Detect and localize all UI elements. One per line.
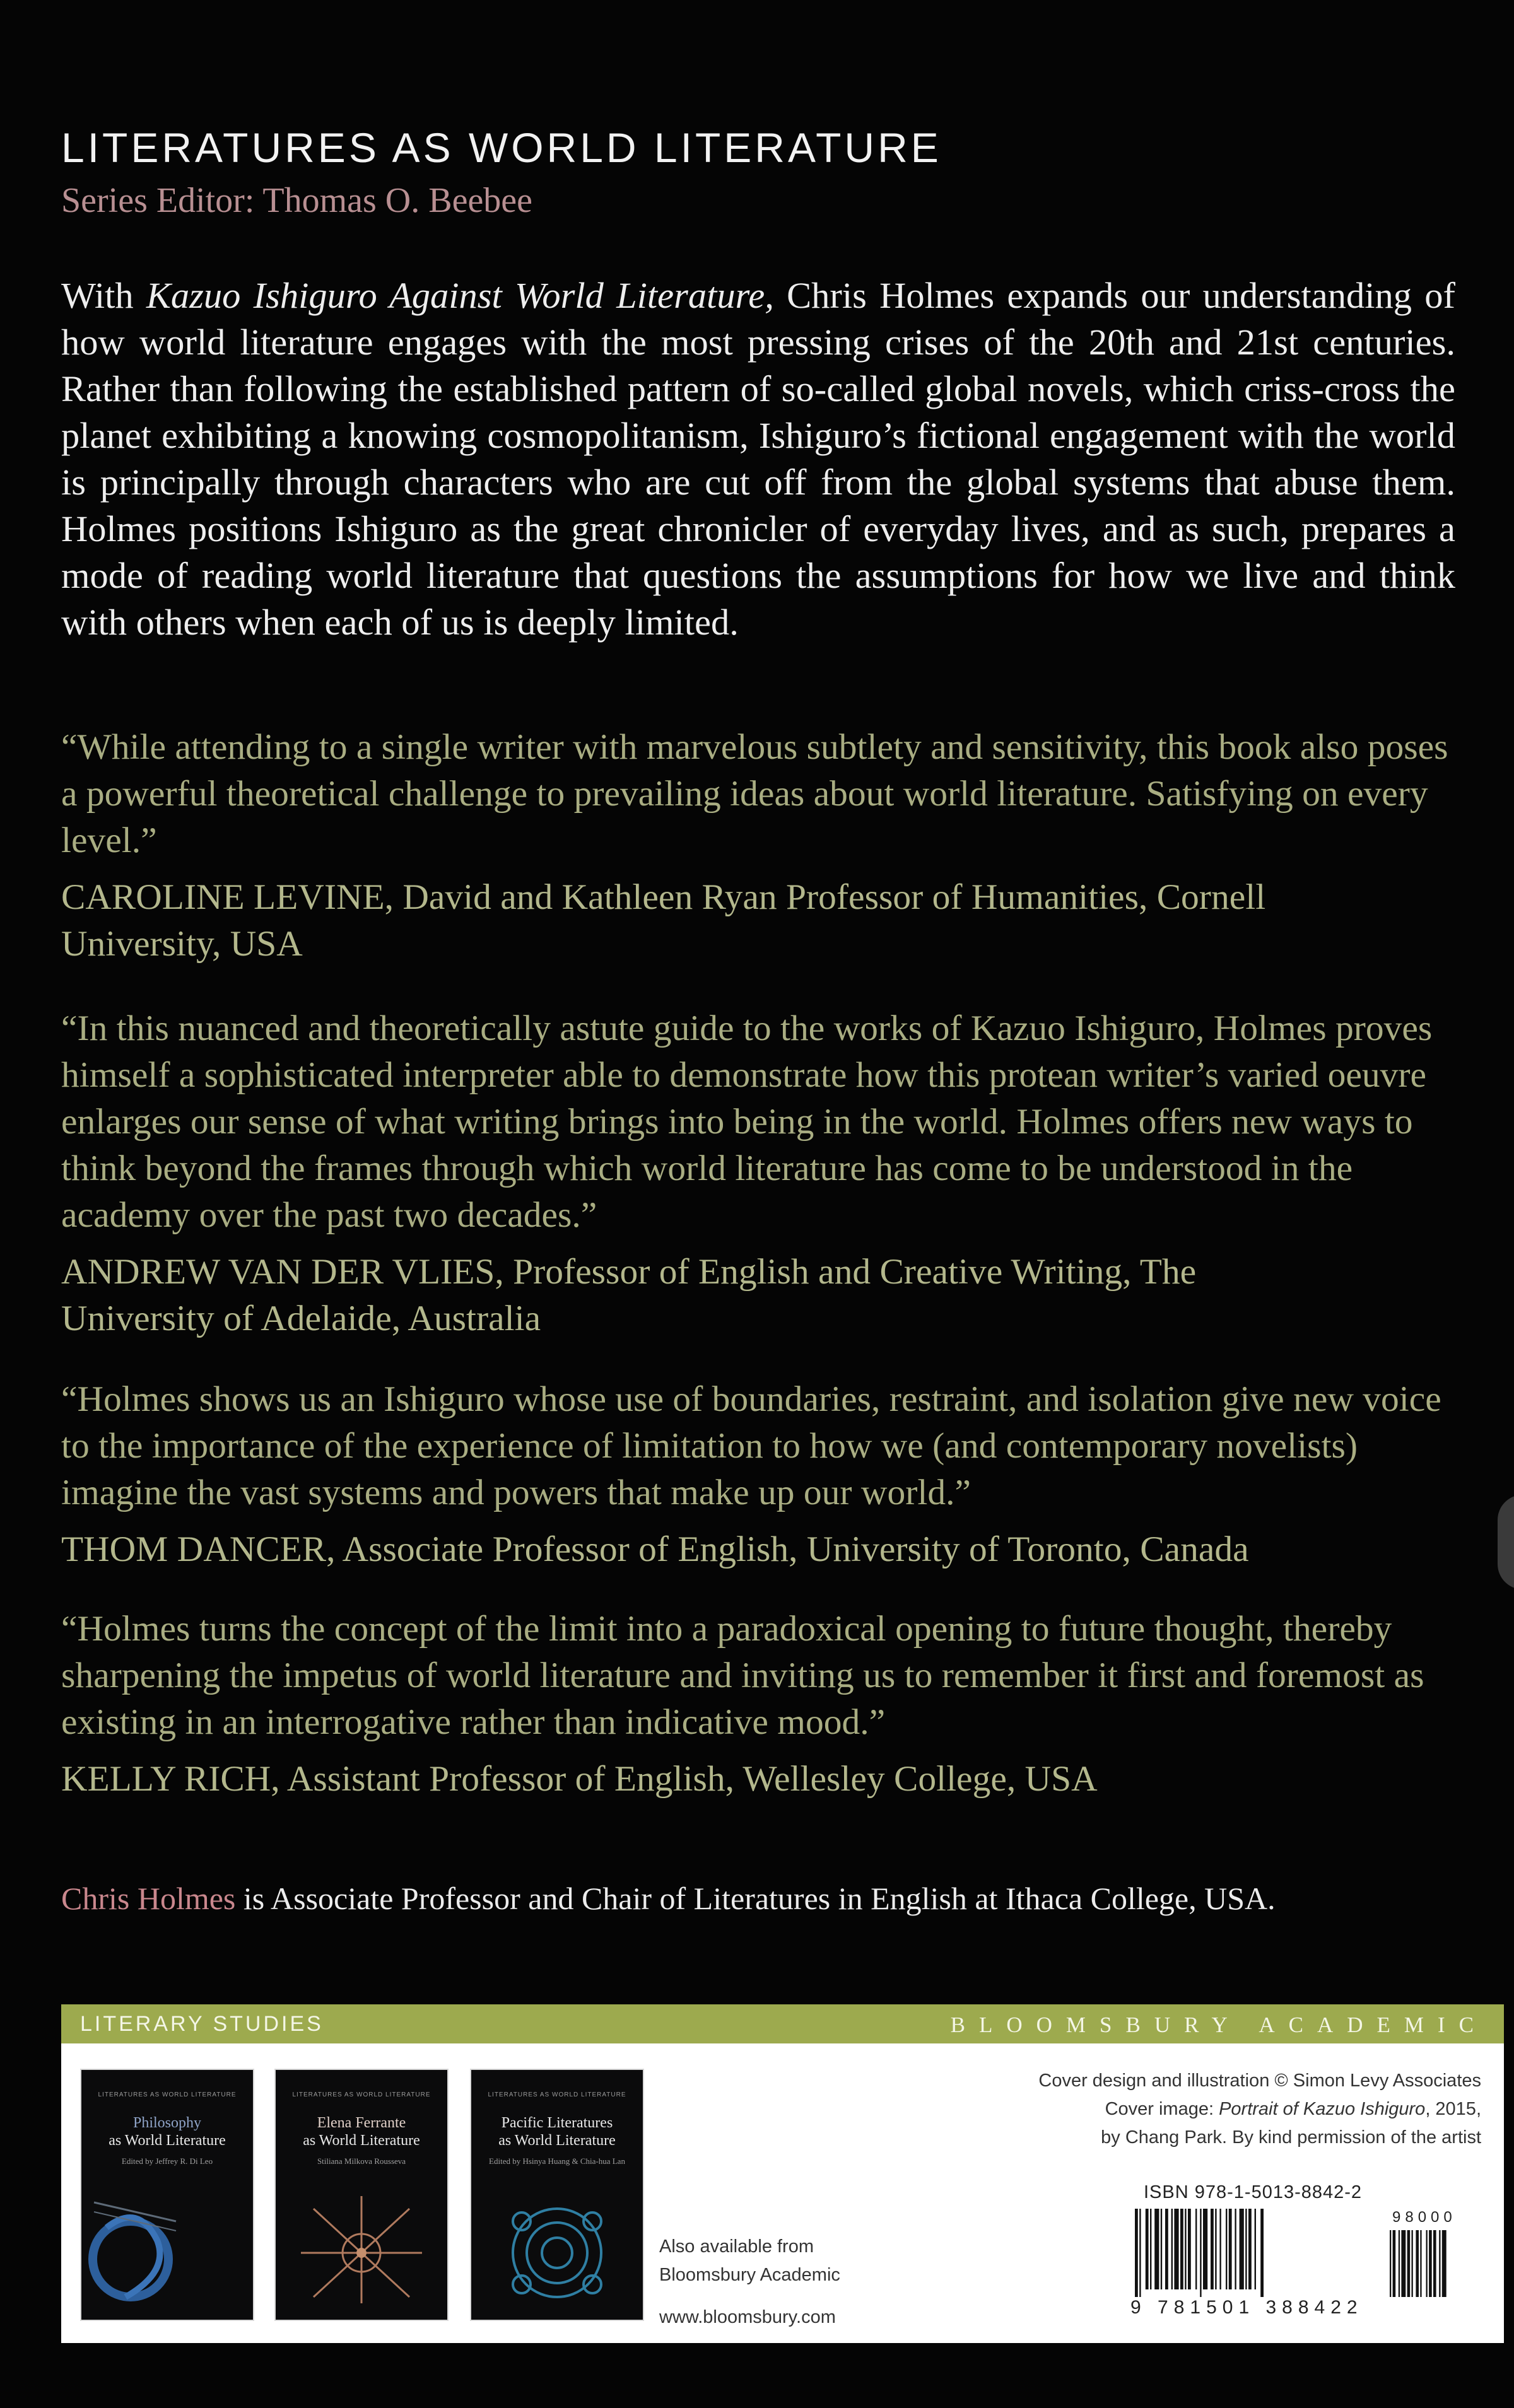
endorsement-quote: “Holmes turns the concept of the limit into a paradoxical opening to future thought, thereby sharpening the impetus of world literature and inviting us to remember it first and foremost as existing in an interrogative rather than indicative mood.”: [61, 1609, 1424, 1742]
blurb-intro: With: [61, 275, 146, 316]
footer-panel: [61, 2043, 1504, 2343]
book-cover-art: [276, 2070, 447, 2320]
related-book-ferrante: [276, 2070, 447, 2320]
endorsement-attribution: ANDREW VAN DER VLIES, Professor of English and Creative Writing, The University of Adelaide, Australia: [61, 1252, 1197, 1338]
book-editors: Stiliana Milkova Rousseva: [317, 2156, 406, 2166]
barcode-bar: [1203, 2209, 1207, 2289]
barcode-addon-digits: 98000: [1392, 2209, 1457, 2226]
endorsement-2: [61, 1005, 1455, 1342]
barcode-bar: [1139, 2209, 1141, 2297]
book-cover-art: [471, 2070, 643, 2320]
barcode-addon-bar: [1393, 2230, 1396, 2297]
barcode-addon-bar: [1399, 2230, 1400, 2297]
publisher-url[interactable]: www.bloomsbury.com: [659, 2307, 836, 2327]
barcode-bar: [1195, 2209, 1197, 2289]
cover-credits: [1038, 2067, 1481, 2152]
image-credit-title: Portrait of Kazuo Ishiguro: [1219, 2099, 1426, 2119]
barcode-bar: [1200, 2209, 1201, 2297]
book-editors: Edited by Hsinya Huang & Chia-hua Lan: [489, 2156, 625, 2166]
book-title-line2: as World Literature: [303, 2132, 420, 2149]
related-book-philosophy: [81, 2070, 253, 2320]
series-editor: Series Editor: Thomas O. Beebee: [61, 181, 533, 220]
barcode-bar: [1180, 2209, 1183, 2289]
related-book-pacific: [471, 2070, 643, 2320]
book-title-line1: Philosophy: [132, 2115, 202, 2131]
barcode-bar: [1188, 2209, 1191, 2289]
barcode-digits: 9 781501 388422: [1130, 2297, 1363, 2318]
author-name: Chris Holmes: [61, 1881, 236, 1916]
permission-credit: by Chang Park. By kind permission of the artist: [1101, 2127, 1481, 2148]
barcode-bar: [1154, 2209, 1159, 2289]
barcode-addon-bar: [1433, 2230, 1436, 2297]
book-title-line2: as World Literature: [498, 2132, 616, 2149]
book-cover-art: [81, 2070, 253, 2320]
barcode-bar: [1174, 2209, 1178, 2289]
barcode-addon-bar: [1390, 2230, 1391, 2297]
barcode-bar: [1185, 2209, 1186, 2289]
barcode-bar: [1135, 2209, 1138, 2297]
endorsement-1: [61, 724, 1455, 967]
book-editors: Edited by Jeffrey R. Di Leo: [121, 2156, 213, 2166]
barcode-bar: [1150, 2209, 1151, 2289]
endorsement-attribution: THOM DANCER, Associate Professor of English, University of Toronto, Canada: [61, 1529, 1249, 1569]
category-label: LITERARY STUDIES: [80, 2012, 324, 2036]
image-credit-suffix: , 2015,: [1425, 2099, 1481, 2119]
endorsement-attribution: KELLY RICH, Assistant Professor of English, Wellesley College, USA: [61, 1759, 1098, 1799]
barcode-icon: [1131, 2209, 1484, 2297]
barcode-bar: [1146, 2209, 1149, 2289]
book-title: Kazuo Ishiguro Against World Literature,: [146, 275, 774, 316]
barcode-addon-bar: [1442, 2230, 1447, 2297]
endorsement-attribution: CAROLINE LEVINE, David and Kathleen Ryan Professor of Humanities, Cornell University, USA: [61, 877, 1266, 964]
endorsement-quote: “Holmes shows us an Ishiguro whose use of boundaries, restraint, and isolation give new voice to the importance of the experience of limitation to how we (and contemporary novelists) imagine the vast systems and powers that make up our world.”: [61, 1379, 1441, 1512]
barcode-bar: [1226, 2209, 1227, 2289]
book-series: LITERATURES AS WORLD LITERATURE: [98, 2091, 237, 2098]
book-title-line2: as World Literature: [109, 2132, 226, 2149]
book-description: [61, 272, 1455, 646]
barcode-addon-bar: [1426, 2230, 1428, 2297]
design-credit: Cover design and illustration © Simon Levy Associates: [1038, 2071, 1481, 2091]
barcode-addon-bar: [1416, 2230, 1419, 2297]
endorsement-quote: “In this nuanced and theoretically astute guide to the works of Kazuo Ishiguro, Holmes proves himself a sophisticated interpreter able to demonstrate how this protean writer’s varied oeuvre enlarges our sense of what writing brings into being in the world. Holmes offers new ways to think beyond the frames through which world literature has come to be understood in the academy over the past two decades.”: [61, 1008, 1433, 1235]
barcode-bar: [1171, 2209, 1173, 2289]
image-credit-prefix: Cover image:: [1105, 2099, 1219, 2119]
barcode-bar: [1235, 2209, 1236, 2289]
blurb-text: Chris Holmes expands our understanding of how world literature engages with the most pressing crises of the 20th and 21st centuries. Rather than following the established pattern of so-called global novels, which criss-cross the planet exhibiting a knowing cosmopolitanism, Ishiguro’s fictional engagement with the world is principally through characters who are cut off from the global systems that abuse them. Holmes positions Ishiguro as the great chronicler of everyday lives, and as such, prepares a mode of reading world literature that questions the assumptions for how we live and think with others when each of us is deeply limited.: [61, 275, 1455, 643]
author-bio: [61, 1876, 1481, 1920]
endorsement-4: [61, 1606, 1455, 1803]
book-series: LITERATURES AS WORLD LITERATURE: [488, 2091, 626, 2098]
publisher-label: BLOOMSBURY ACADEMIC: [950, 2013, 1488, 2037]
barcode-bar: [1229, 2209, 1232, 2289]
barcode-bar: [1211, 2209, 1214, 2289]
scroll-edge-tab[interactable]: [1498, 1495, 1514, 1589]
category-bar: [61, 2004, 1504, 2043]
barcode-addon-bar: [1439, 2230, 1440, 2297]
endorsement-3: [61, 1376, 1455, 1573]
book-title-line1: Pacific Literatures: [501, 2115, 613, 2131]
also-available: [659, 2233, 840, 2332]
barcode-bar: [1240, 2209, 1244, 2289]
also-available-line2: Bloomsbury Academic: [659, 2265, 840, 2285]
isbn-label: ISBN 978-1-5013-8842-2: [1144, 2182, 1363, 2202]
barcode-addon-bar: [1401, 2230, 1405, 2297]
book-title-line1: Elena Ferrante: [317, 2115, 406, 2131]
endorsement-quote: “While attending to a single writer with marvelous subtlety and sensitivity, this book also poses a powerful theoretical challenge to prevailing ideas about world literature. Satisfying on every level.”: [61, 727, 1448, 860]
barcode-bar: [1248, 2209, 1252, 2289]
author-bio-text: is Associate Professor and Chair of Literatures in English at Ithaca College, USA.: [235, 1881, 1276, 1916]
barcode-bar: [1165, 2209, 1168, 2289]
barcode-addon-bar: [1429, 2230, 1432, 2297]
barcode-bar: [1260, 2209, 1264, 2297]
barcode-bar: [1245, 2209, 1247, 2289]
also-available-line1: Also available from: [659, 2236, 814, 2257]
image-credit: [1038, 2095, 1481, 2124]
barcode-bar: [1255, 2209, 1256, 2289]
barcode-addon-bar: [1412, 2230, 1413, 2297]
barcode-bar: [1219, 2209, 1221, 2289]
barcode-bar: [1161, 2209, 1162, 2289]
barcode-addon-bar: [1407, 2230, 1411, 2297]
series-title: LITERATURES AS WORLD LITERATURE: [61, 124, 942, 171]
barcode-bar: [1215, 2209, 1216, 2289]
barcode-addon-bar: [1420, 2230, 1421, 2297]
book-series: LITERATURES AS WORLD LITERATURE: [292, 2091, 431, 2098]
